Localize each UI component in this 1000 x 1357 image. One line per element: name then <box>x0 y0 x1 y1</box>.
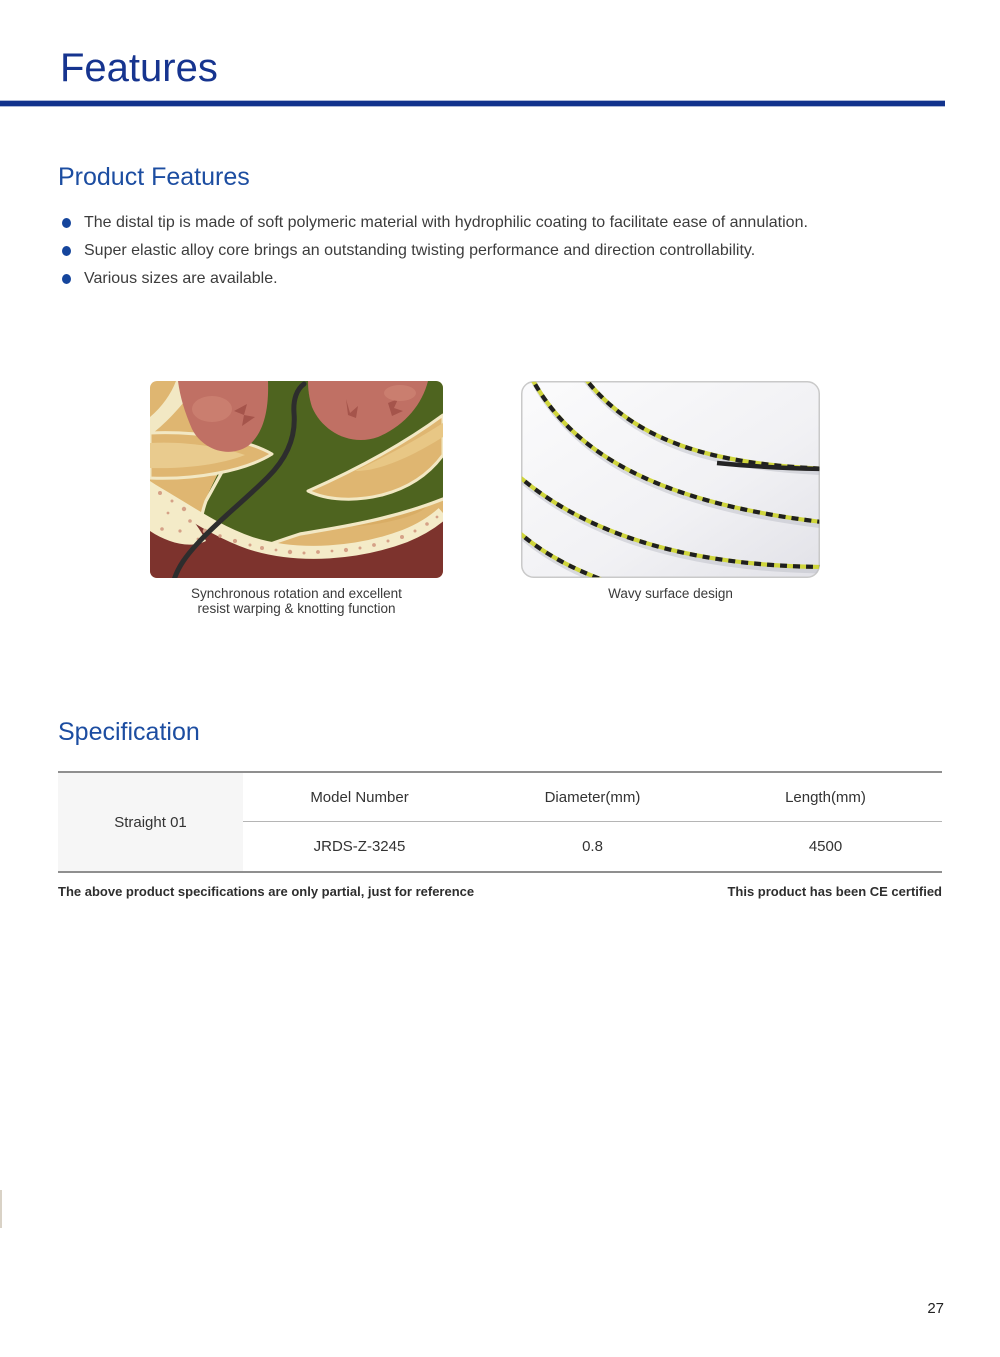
title-rule-divider <box>0 101 945 106</box>
bullet-dot-icon <box>62 274 71 284</box>
list-item <box>58 212 938 240</box>
column-header: Length(mm) <box>785 788 866 806</box>
figure-caption <box>521 586 820 601</box>
list-item <box>58 268 938 296</box>
section-heading-specification: Specification <box>58 718 200 746</box>
anatomy-illustration-svg <box>150 381 443 578</box>
list-item-text: Super elastic alloy core brings an outstanding twisting performance and direction controllability. <box>84 242 756 259</box>
figure-anatomy-illustration <box>150 381 443 578</box>
left-edge-artifact <box>0 1190 2 1228</box>
bullet-dot-icon <box>62 218 71 228</box>
caption-line: Synchronous rotation and excellent <box>191 586 402 601</box>
note-left: The above product specifications are only partial, just for reference <box>58 884 475 899</box>
table-cell: JRDS-Z-3245 <box>313 838 406 855</box>
wavy-wire-photo-svg <box>521 381 820 578</box>
section-heading-product-features: Product Features <box>58 163 250 191</box>
product-features-list <box>58 212 938 296</box>
column-header: Model Number <box>310 788 409 806</box>
column-header: Diameter(mm) <box>544 788 641 806</box>
note-right: This product has been CE certified <box>727 884 942 899</box>
figure-wavy-wire-photo <box>521 381 820 578</box>
list-item-text: The distal tip is made of soft polymeric material with hydrophilic coating to facilitate ease of annulation. <box>84 214 808 231</box>
list-item <box>58 240 938 268</box>
specification-notes <box>58 884 942 899</box>
figure-caption <box>150 586 443 616</box>
page-number: 27 <box>927 1300 944 1317</box>
page-title: Features <box>60 46 218 90</box>
table-row <box>243 822 942 871</box>
table-row-label: Straight 01 <box>58 773 243 871</box>
bullet-dot-icon <box>62 246 71 256</box>
caption-line: resist warping & knotting function <box>197 601 396 616</box>
table-body <box>243 773 942 871</box>
caption-line: Wavy surface design <box>608 586 733 601</box>
table-cell: 0.8 <box>582 838 603 855</box>
specification-table <box>58 771 942 873</box>
table-cell: 4500 <box>808 838 843 855</box>
list-item-text: Various sizes are available. <box>84 270 278 287</box>
table-header-row <box>243 773 942 822</box>
